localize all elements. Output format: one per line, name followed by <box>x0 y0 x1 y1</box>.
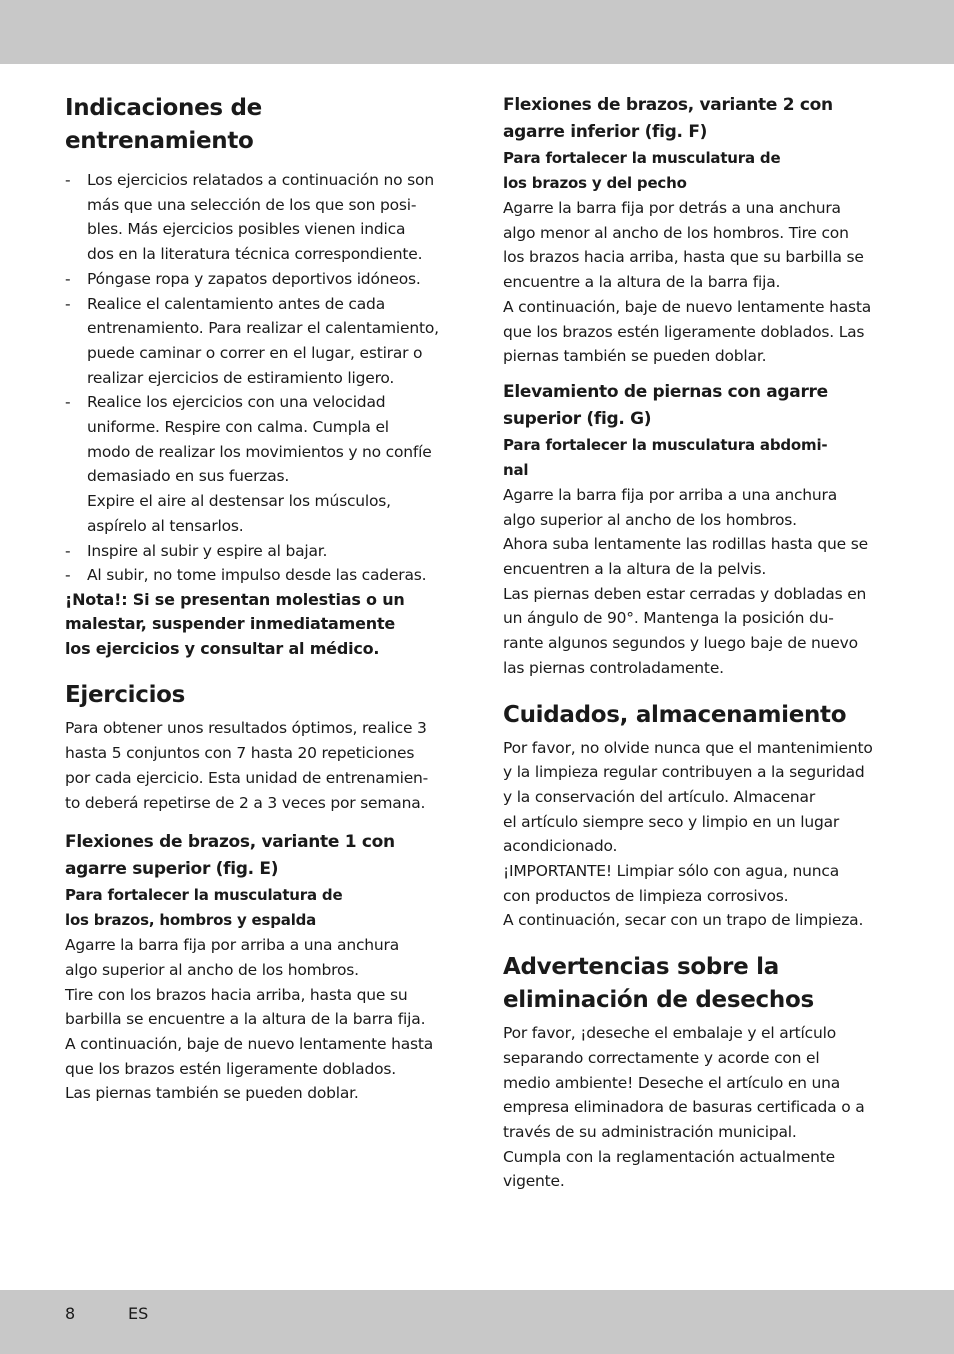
bullet-text: Realice los ejercicios con una velocidad uniforme. Respire con calma. Cumpla el modo de realizar los movimientos y no confíe demasiado en sus fuerzas. Expire el aire al destensar los músculos, aspírelo al tensarlos. <box>87 393 432 535</box>
pullup1-title: Flexiones de brazos, variante 1 con agarre superior (fig. E) <box>65 832 395 880</box>
training-note: ¡Nota!: Si se presentan molestias o un malestar, suspender inmediatamente los ejercicios y consultar al médico. <box>65 589 405 658</box>
language-code: ES <box>128 1304 149 1323</box>
header-bar <box>0 0 954 64</box>
right-column <box>503 92 895 1194</box>
bullet-text: Los ejercicios relatados a continuación no son más que una selección de los que son posi- bles. Más ejercicios posibles vienen indica dos en la literatura técnica correspondiente. <box>87 171 434 264</box>
bullet-dash: - <box>65 269 71 288</box>
bullet-dash: - <box>65 566 71 585</box>
bullet-dash: - <box>65 541 71 560</box>
care-title: Cuidados, almacenamiento <box>503 701 847 728</box>
training-bullet-item <box>65 168 457 267</box>
legraise-body: Agarre la barra fija por arriba a una anchura algo superior al ancho de los hombros. Ahora suba lentamente las rodillas hasta que se encuentren a la altura de la pelvis. Las piernas deben estar cerradas y dobladas en un ángulo de 90°. Mantenga la posición du- rante algunos segundos y luego baje de nuevo las piernas controladamente. <box>503 485 868 677</box>
legraise-subtitle: Para fortalecer la musculatura abdomi- nal <box>503 435 828 479</box>
bullet-dash: - <box>65 171 71 189</box>
page-number: 8 <box>65 1304 76 1323</box>
bullet-text: Inspire al subir y espire al bajar. <box>87 541 328 560</box>
training-bullet-list <box>65 168 457 588</box>
bullet-dash: - <box>65 393 71 412</box>
pullup1-subtitle: Para fortalecer la musculatura de los brazos, hombros y espalda <box>65 886 343 930</box>
pullup2-body: Agarre la barra fija por detrás a una anchura algo menor al ancho de los hombros. Tire con los brazos hacia arriba, hasta que su barbilla se encuentre a la altura de la barra fija. A continuación, baje de nuevo lentamente hasta que los brazos estén ligeramente doblados. Las piernas también se pueden doblar. <box>503 199 872 366</box>
pullup2-title: Flexiones de brazos, variante 2 con agarre inferior (fig. F) <box>503 95 833 142</box>
exercises-intro: Para obtener unos resultados óptimos, realice 3 hasta 5 conjuntos con 7 hasta 20 repeticiones por cada ejercicio. Esta unidad de entrenamien- to deberá repetirse de 2 a 3 veces por semana. <box>65 719 429 812</box>
exercises-title: Ejercicios <box>65 682 186 709</box>
training-bullet-item <box>65 292 457 391</box>
care-body: Por favor, no olvide nunca que el mantenimiento y la limpieza regular contribuyen a la seguridad y la conservación del artículo. Almacenar el artículo siempre seco y limpio en un lugar acondicionado. ¡IMPORTANTE! Limpiar sólo con agua, nunca con productos de limpieza corrosivos. A continuación, secar con un trapo de limpieza. <box>503 738 873 930</box>
training-bullet-item <box>65 267 457 292</box>
training-bullet-item <box>65 539 457 564</box>
left-column <box>65 92 457 1106</box>
training-bullet-item <box>65 563 457 588</box>
training-title: Indicaciones de entrenamiento <box>65 95 262 154</box>
bullet-text: Realice el calentamiento antes de cada entrenamiento. Para realizar el calentamiento, puede caminar o correr en el lugar, estirar o realizar ejercicios de estiramiento ligero. <box>87 294 439 387</box>
disposal-title: Advertencias sobre la eliminación de desechos <box>503 954 814 1014</box>
legraise-title: Elevamiento de piernas con agarre superior (fig. G) <box>503 381 828 429</box>
bullet-text: Póngase ropa y zapatos deportivos idóneos. <box>87 269 421 288</box>
pullup2-subtitle: Para fortalecer la musculatura de los brazos y del pecho <box>503 149 781 192</box>
bullet-dash: - <box>65 294 71 313</box>
training-bullet-item <box>65 390 457 538</box>
pullup1-body: Agarre la barra fija por arriba a una anchura algo superior al ancho de los hombros. Tire con los brazos hacia arriba, hasta que su barbilla se encuentre a la altura de la barra fija. A continuación, baje de nuevo lentamente hasta que los brazos estén ligeramente doblados. Las piernas también se pueden doblar. <box>65 936 434 1103</box>
disposal-body: Por favor, ¡deseche el embalaje y el artículo separando correctamente y acorde con el medio ambiente! Deseche el artículo en una empresa eliminadora de basuras certificada o a través de su administración municipal. Cumpla con la reglamentación actualmente vigente. <box>503 1024 865 1191</box>
bullet-text: Al subir, no tome impulso desde las caderas. <box>87 566 427 585</box>
